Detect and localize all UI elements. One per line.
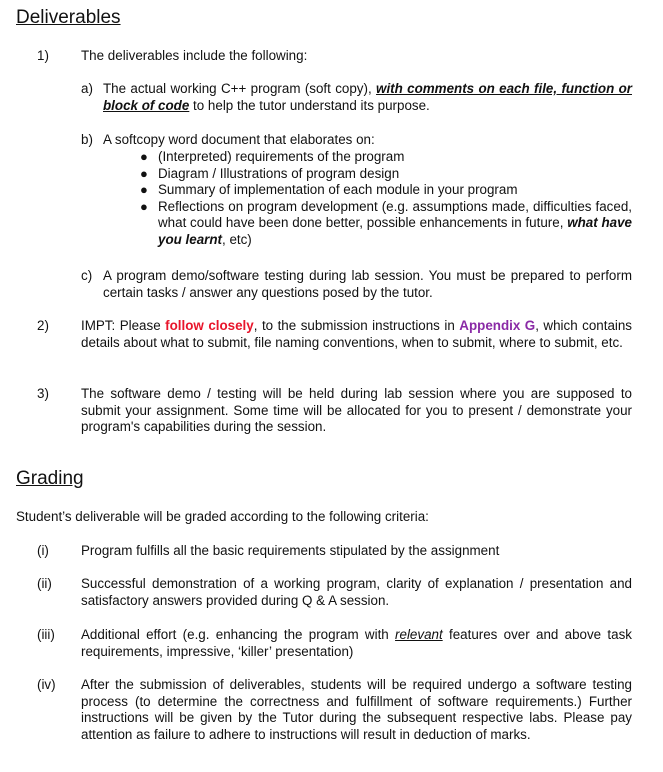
criterion-text: Successful demonstration of a working program, clarity of explanation / presentation and satisfactory answers provided during Q & A session. xyxy=(81,576,632,608)
item-number: 1) xyxy=(37,48,49,63)
bullet-icon: ● xyxy=(140,182,148,198)
list-item: ● (Interpreted) requirements of the program xyxy=(140,149,405,164)
grading-heading: Grading xyxy=(16,468,84,489)
bullet-icon: ● xyxy=(140,198,148,214)
item-number: 2) xyxy=(37,318,49,333)
sub-item-a xyxy=(103,81,632,114)
sub-label: c) xyxy=(81,268,93,283)
list-item: ● Diagram / Illustrations of program design xyxy=(140,165,400,181)
item-2-text: IMPT: Please follow closely, to the submission instructions in Appendix G, which contains details about what to submit, file naming conventions, when to submit, where to submit, etc. xyxy=(81,318,633,350)
sub-item-a-emphasis: with comments on each file, function or block of code xyxy=(103,81,632,113)
criterion-text: Additional effort (e.g. enhancing the program with relevant features over and above task requirements, impressive, ‘killer’ presentation) xyxy=(81,627,632,659)
item-number: (iii) xyxy=(37,627,55,642)
appendix-reference: Appendix G xyxy=(459,318,536,333)
grading-intro: Student’s deliverable will be graded according to the following criteria: xyxy=(16,509,429,524)
sub-item-a-text: The actual working C++ program (soft copy), xyxy=(103,81,372,96)
red-emphasis: follow closely xyxy=(165,318,254,333)
bullet-icon: ● xyxy=(140,165,148,181)
item-3-text: The software demo / testing will be held during lab session where you are supposed to submit your assignment. Some time will be allocated for you to present / demonstrate your program's capabilities during the session. xyxy=(81,386,632,435)
bullet-list xyxy=(137,149,632,249)
criterion-text: After the submission of deliverables, students will be required undergo a software testing process (to determine the correctness and fulfillment of software requirements.) Further instructions will be given by the Tutor during the subsequent respective labs. Please pay attention as failure to adhere to instructions will result in deduction of marks. xyxy=(81,677,632,742)
list-item: ● Reflections on program development (e.g. assumptions made, difficulties faced, what could have been done better, possible enhancements in future, what have you learnt, etc) xyxy=(140,198,632,247)
item-number: (i) xyxy=(37,543,49,558)
item-number: (iv) xyxy=(37,677,56,692)
sub-item-c-text: A program demo/software testing during lab session. You must be prepared to perform certain tasks / answer any questions posed by the tutor. xyxy=(103,268,632,300)
item-number: 3) xyxy=(37,386,49,401)
criterion-text: Program fulfills all the basic requirements stipulated by the assignment xyxy=(81,543,500,558)
sub-label: b) xyxy=(81,132,93,147)
item-number: (ii) xyxy=(37,576,52,591)
bullet-icon: ● xyxy=(140,149,148,164)
relevant-emphasis: relevant xyxy=(395,627,443,642)
bullet-emphasis: what have you learnt xyxy=(158,215,632,247)
item-text: The deliverables include the following: xyxy=(81,48,308,63)
sub-label: a) xyxy=(81,81,93,96)
sub-item-b-text: A softcopy word document that elaborates on: xyxy=(103,132,375,147)
list-item: ● Summary of implementation of each module in your program xyxy=(140,182,518,198)
deliverables-heading: Deliverables xyxy=(16,7,121,28)
sub-item-a-text-end: to help the tutor understand its purpose. xyxy=(193,97,430,113)
